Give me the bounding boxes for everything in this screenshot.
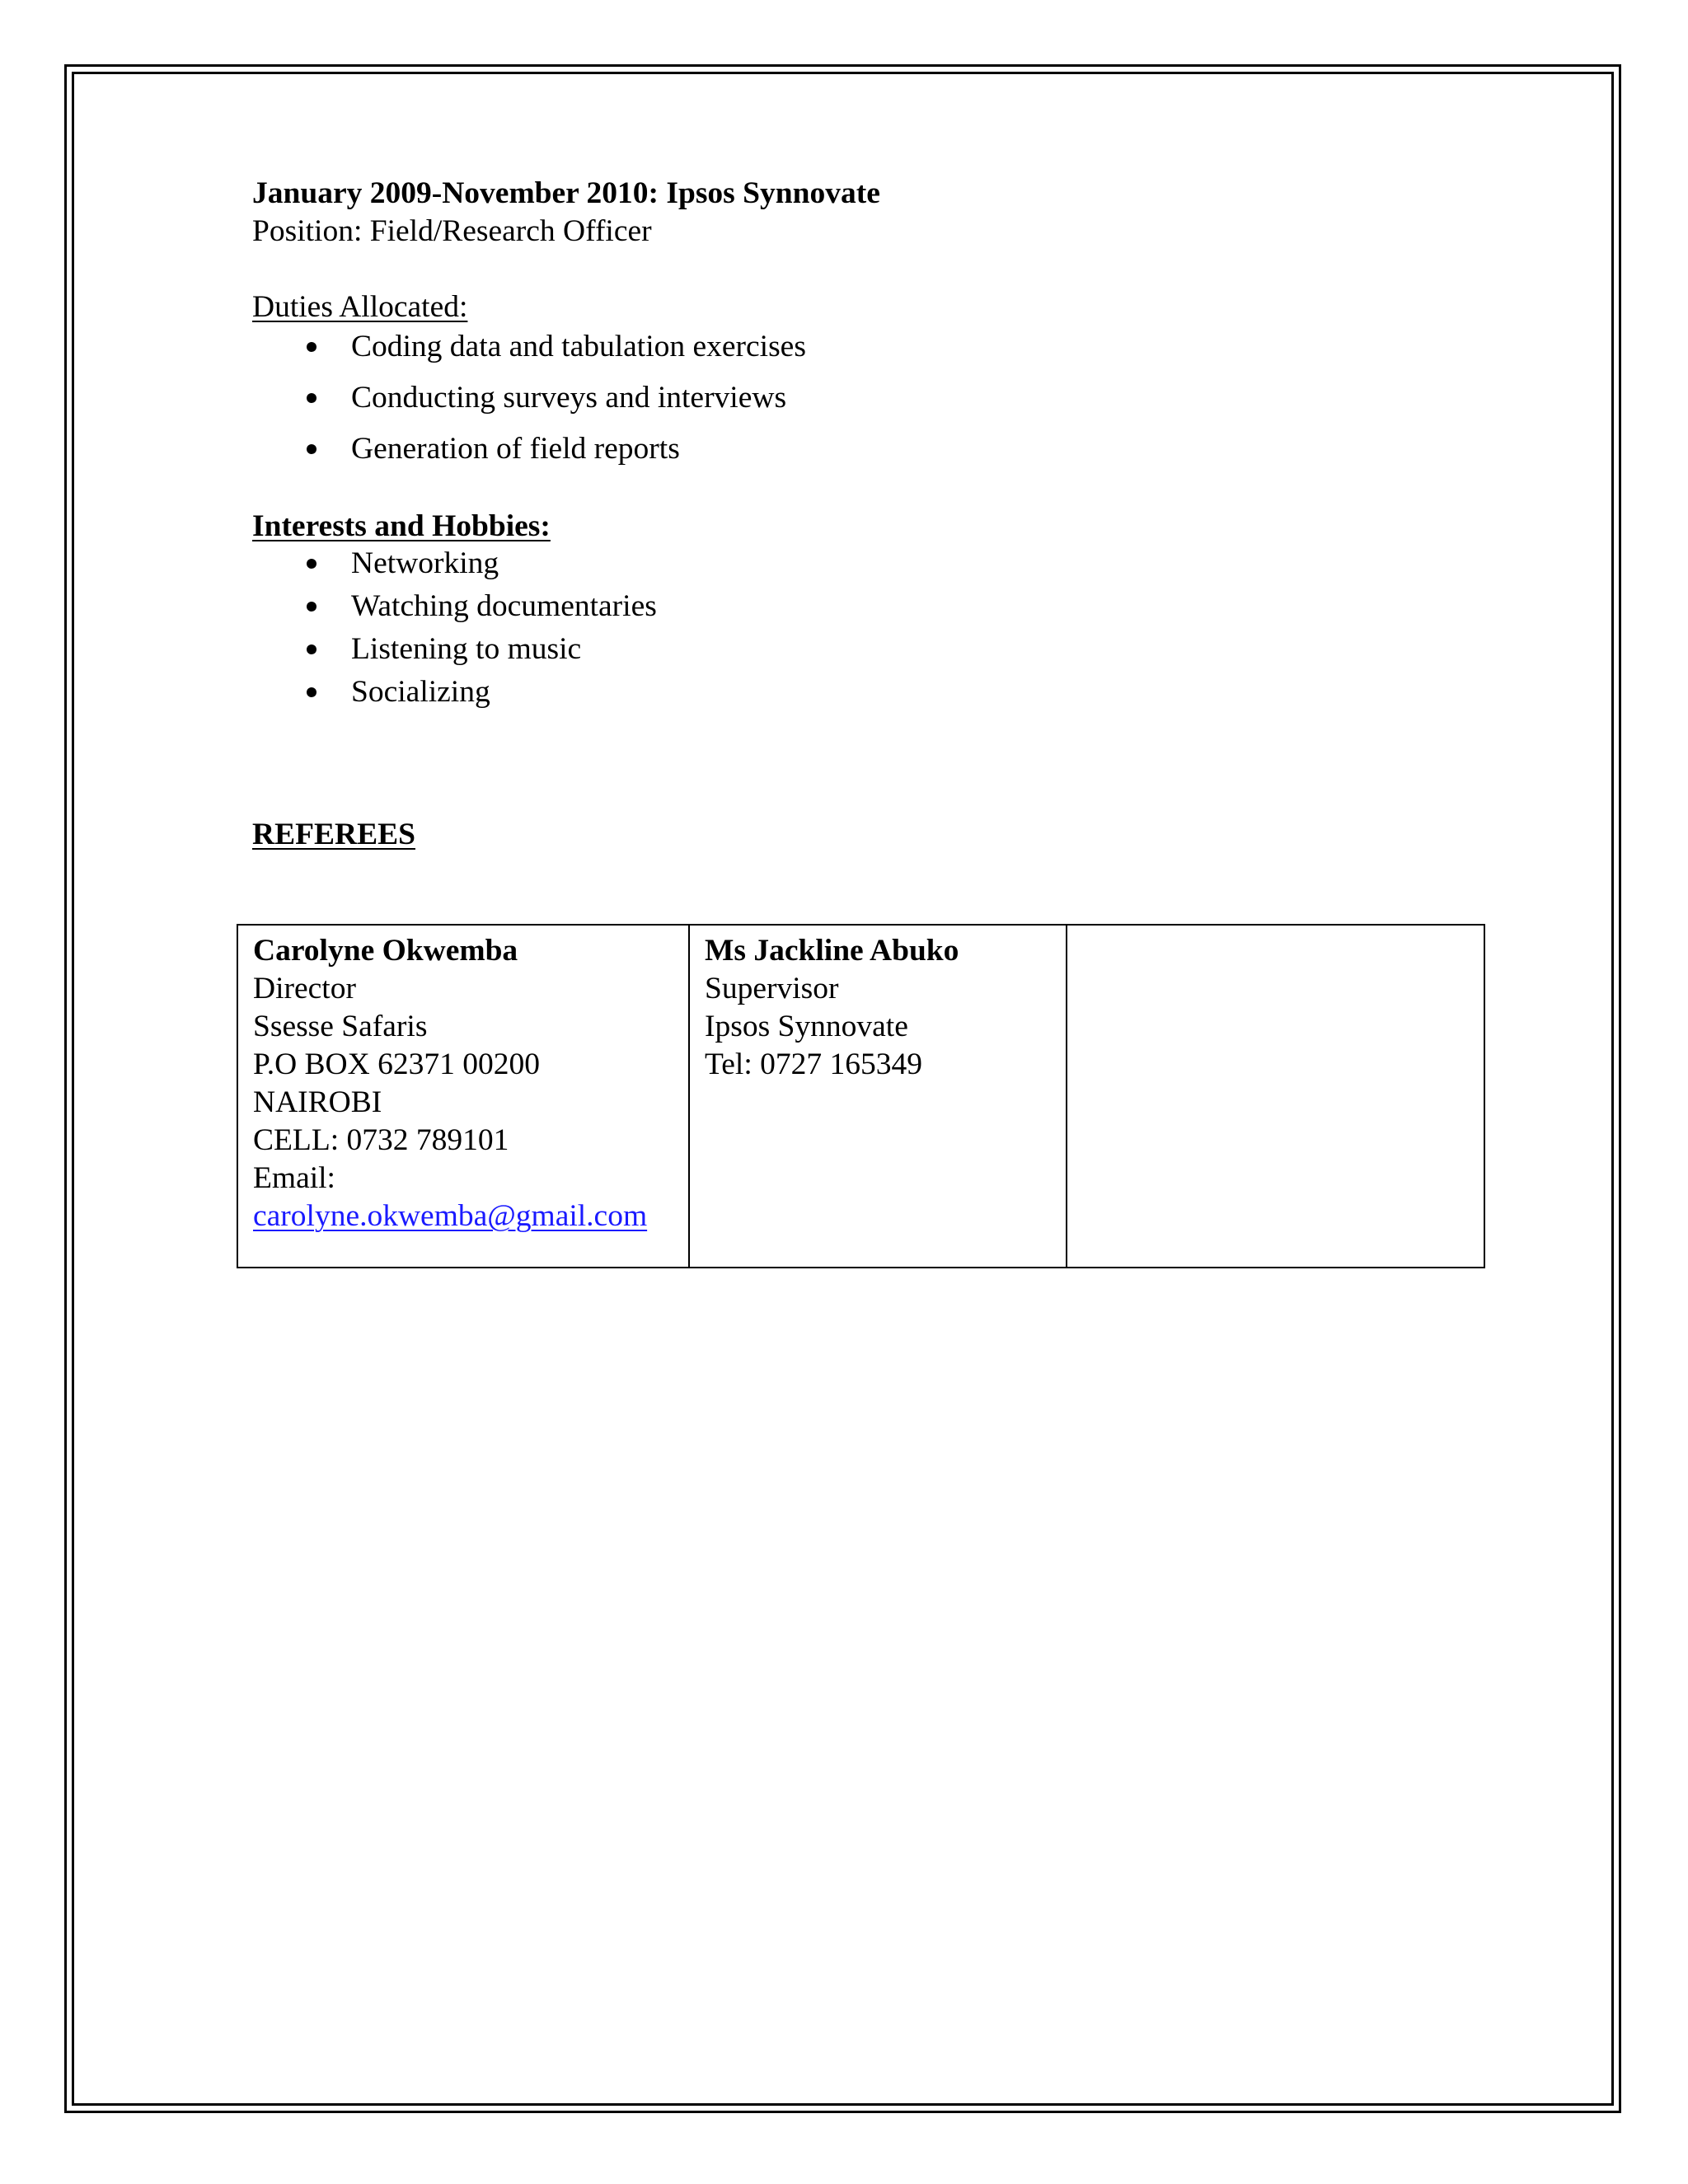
experience-position: Position: Field/Research Officer	[252, 214, 652, 248]
list-item: Listening to music	[252, 628, 1489, 671]
referee-cell-1	[237, 925, 689, 1268]
list-item: Coding data and tabulation exercises	[252, 321, 1489, 373]
referee-name: Carolyne Okwemba	[253, 934, 518, 968]
referees-table	[237, 924, 1485, 1268]
referee-cell: CELL: 0732 789101	[253, 1123, 509, 1157]
duties-label: Duties Allocated:	[252, 290, 468, 324]
bullet-icon	[307, 393, 316, 403]
list-item: Networking	[252, 542, 1489, 585]
referee-city: NAIROBI	[253, 1085, 382, 1119]
bullet-icon	[307, 644, 316, 654]
referee-email-label: Email:	[253, 1161, 335, 1195]
referee-company: Ssesse Safaris	[253, 1010, 428, 1043]
referee-name: Ms Jackline Abuko	[705, 934, 959, 968]
document-content	[252, 175, 1489, 854]
bullet-icon	[307, 559, 316, 569]
referee-cell-3	[1067, 925, 1484, 1268]
interests-heading: Interests and Hobbies:	[252, 509, 551, 543]
bullet-icon	[307, 342, 316, 352]
list-item: Watching documentaries	[252, 585, 1489, 628]
referee-address: P.O BOX 62371 00200	[253, 1047, 540, 1081]
duties-list	[252, 321, 1489, 475]
bullet-icon	[307, 602, 316, 612]
bullet-icon	[307, 687, 316, 697]
list-item: Conducting surveys and interviews	[252, 373, 1489, 424]
bullet-icon	[307, 444, 316, 454]
experience-heading: January 2009-November 2010: Ipsos Synnovate	[252, 176, 880, 210]
referee-title: Director	[253, 972, 356, 1005]
interests-list	[252, 542, 1489, 714]
referee-email-link[interactable]: carolyne.okwemba@gmail.com	[253, 1199, 648, 1233]
referee-title: Supervisor	[705, 972, 839, 1005]
referee-tel: Tel: 0727 165349	[705, 1047, 923, 1081]
referee-company: Ipsos Synnovate	[705, 1010, 908, 1043]
table-row	[237, 925, 1484, 1268]
referee-cell-2	[689, 925, 1067, 1268]
referees-heading: REFEREES	[252, 818, 415, 851]
list-item: Socializing	[252, 671, 1489, 714]
list-item: Generation of field reports	[252, 424, 1489, 475]
